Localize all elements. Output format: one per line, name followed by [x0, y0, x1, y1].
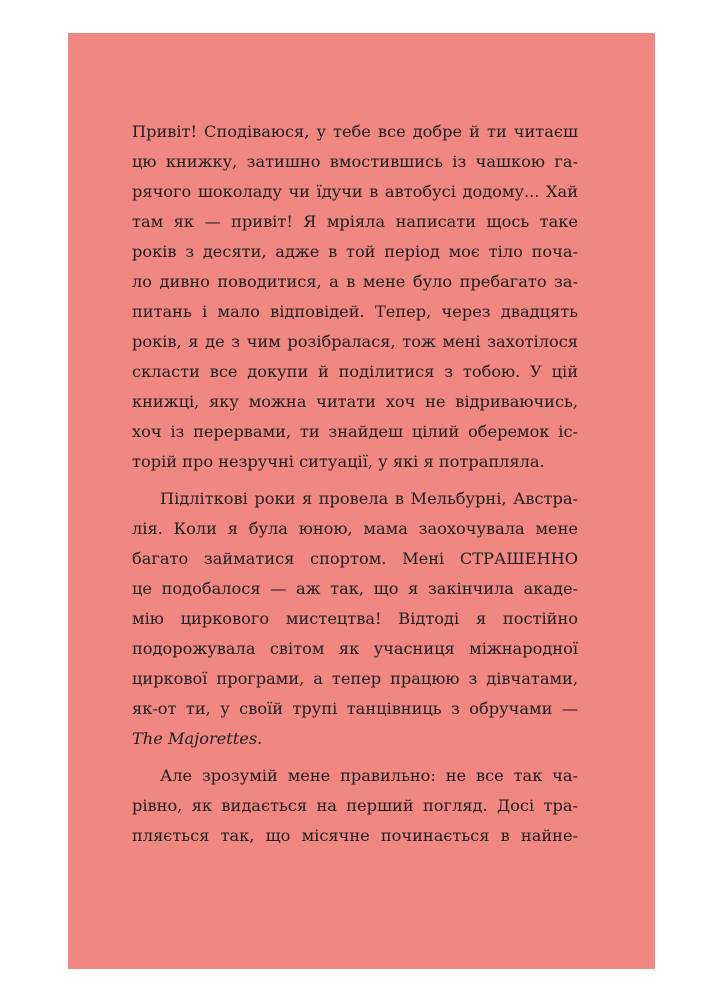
paragraph-2 — [132, 484, 578, 754]
text-line: там як — привіт! Я мріяла написати щось таке — [132, 212, 578, 231]
text-line: циркової програми, а тепер працюю з дівчатами, — [132, 669, 578, 688]
text-line: торій про незручні ситуації, у які я потрапляла. — [132, 452, 545, 471]
text-line: цю книжку, затишно вмостившись із чашкою га- — [132, 152, 578, 171]
paragraph-3 — [132, 761, 578, 851]
text-line: років з десяти, адже в той період моє тіло поча- — [132, 242, 578, 261]
paragraph-1 — [132, 117, 578, 477]
text-line: Але зрозумій мене правильно: не все так ча- — [160, 766, 578, 785]
text-line — [132, 724, 578, 754]
text-line: мію циркового мистецтва! Відтоді я постійно — [132, 609, 578, 628]
text-line: лія. Коли я була юною, мама заохочувала мене — [132, 519, 578, 538]
text-line: років, я де з чим розібралася, тож мені захотілося — [132, 332, 578, 351]
text-line: питань і мало відповідей. Тепер, через двадцять — [132, 302, 578, 321]
band-name: The Majorettes — [132, 729, 258, 748]
text-line: подорожувала світом як учасниця міжнародної — [132, 639, 578, 658]
text-line: книжці, яку можна читати хоч не відриваючись, — [132, 392, 578, 411]
text-line: пляється так, що місячне починається в найне- — [132, 826, 578, 845]
text-line: Привіт! Сподіваюся, у тебе все добре й ти читаєш — [132, 122, 578, 141]
text-line: це подобалося — аж так, що я закінчила акаде- — [132, 579, 578, 598]
text-line: скласти все докупи й поділитися з тобою. У цій — [132, 362, 578, 381]
sentence-period: . — [257, 729, 263, 748]
text-line: рячого шоколаду чи їдучи в автобусі додому... Хай — [132, 182, 578, 201]
text-line: багато займатися спортом. Мені СТРАШЕННО — [132, 549, 578, 568]
text-line: хоч із перервами, ти знайдеш цілий оберемок іс- — [132, 422, 578, 441]
text-line: Підліткові роки я провела в Мельбурні, Австра- — [160, 489, 578, 508]
text-line: як-от ти, у своїй трупі танцівниць з обручами — — [132, 699, 578, 718]
page-text — [132, 117, 578, 851]
text-line: рівно, як видається на перший погляд. Досі тра- — [132, 796, 578, 815]
book-page — [68, 33, 655, 969]
text-line: ло дивно поводитися, а в мене було пребагато за- — [132, 272, 578, 291]
